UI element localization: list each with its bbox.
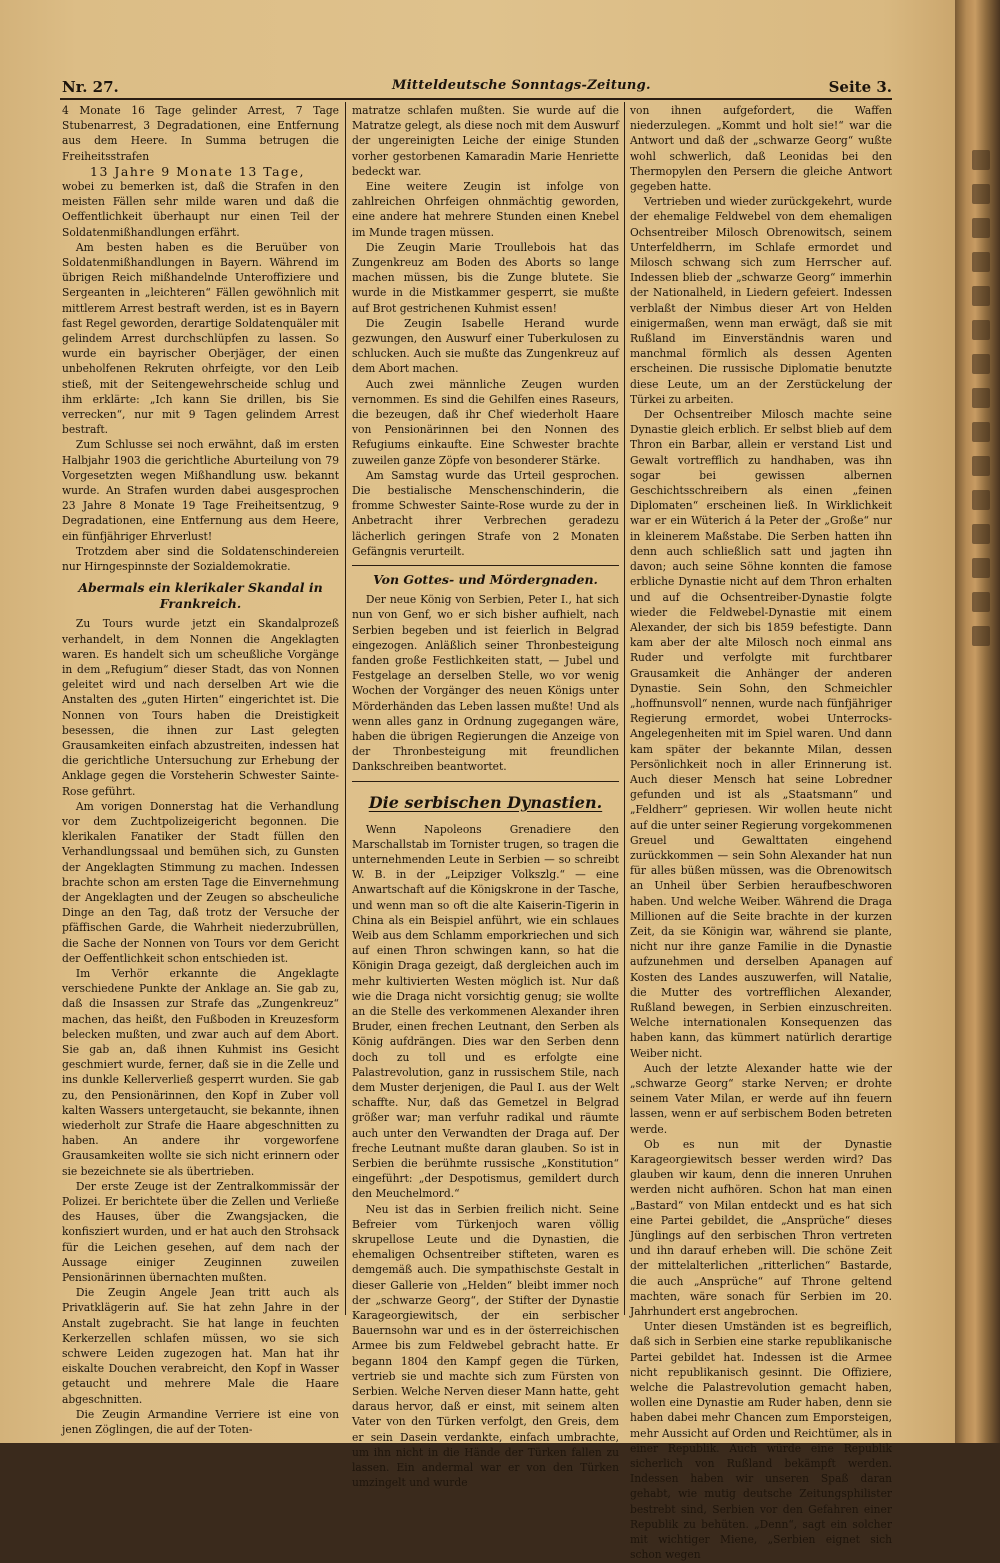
- article-headline: Abermals ein klerikaler Skandal in Frankreich.: [78, 580, 323, 612]
- paragraph: Am besten haben es die Beruüber von Soldatenmißhandlungen in Bayern. Während im übrigen Reich mißhandelnde Unteroffiziere und Sergeanten in „leichteren“ Fällen gewöhnlich mit mittlerem Arrest bestraft werden, ist es in Bayern fast Regel geworden, derartige Soldatenquäler mit gelindem Arrest durchschlüpfen zu lassen. So wurde ein bayrischer Oberjäger, der einen unbeholfenen Rekruten ohrfeigte, vor den Leib stieß, mit der Seitengewehrscheide schlug und ihm erklärte: „Ich kann Sie drillen, bis Sie verrecken“, nur mit 9 Tagen gelindem Arrest bestraft.: [62, 240, 339, 437]
- paragraph: Die Zeugin Marie Troullebois hat das Zungenkreuz am Boden des Aborts so lange machen müssen, bis die Zunge blutete. Sie wurde in die Mistkammer gesperrt, sie mußte auf Brot gestrichenen Kuhmist essen!: [352, 240, 619, 315]
- paragraph: Vertrieben und wieder zurückgekehrt, wurde der ehemalige Feldwebel von dem ehemaligen Ochsentreiber Milosch Obrenowitsch, seinem Unterfeldherrn, im Schlafe ermordet und Milosch schwang sich zum Herrscher auf. Indessen blieb der „schwarze Georg“ immerhin der Nationalheld, in Liedern gefeiert. Indessen verblaßt der Nimbus dieser Art von Helden einigermaßen, wenn man erwägt, daß sie mit Rußland im Einverständnis waren und manchmal förmlich als dessen Agenten erscheinen. Die russische Diplomatie benutzte diese Leute, um an der Zerstückelung der Türkei zu arbeiten.: [630, 195, 892, 406]
- page-header: [62, 78, 892, 100]
- paragraph: Der Ochsentreiber Milosch machte seine Dynastie gleich erblich. Er selbst blieb auf dem Thron ein Barbar, allein er verstand List und Gewalt vortrefflich zu handhaben, was ihn sogar bei gewissen albernen Geschichtsschreibern als einen „feinen Diplomaten“ erscheinen ließ. In Wirklichkeit war er ein Wüterich á la Peter der „Große“ nur in kleinerem Maßstabe. Die Serben hatten ihn denn auch schließlich satt und jagten ihn davon; auch seine Söhne konnten die famose erbliche Dynastie nicht auf dem Thron erhalten und auf die Ochsentreiber-Dynastie folgte wieder die Feldwebel-Dynastie mit einem Alexander, der sich bis 1859 befestigte. Dann kam aber der alte Milosch noch einmal ans Ruder und verfolgte mit furchtbarer Grausamkeit die Anhänger der anderen Dynastie. Sein Sohn, den Schmeichler „hoffnunsvoll“ nennen, wurde nach fünfjähriger Regierung ermordet, wobei Unterrocks-Angelegenheiten mit im Spiel waren. Und dann kam später der bekannte Milan, dessen Persönlichkeit noch in aller Erinnerung ist. Auch dieser Mensch hat seine Lobredner gefunden und ist als „Staatsmann“ und „Feldherr“ gepriesen. Wir wollen heute nicht auf die unter seiner Regierung vorgekommenen Greuel und Gewalttaten eingehend zurückkommen — sein Sohn Alexander hat nun für alles büßen müssen, was die Obrenowitsch an Unheil über Serbien heraufbeschworen haben. Und welche Weiber. Während die Draga Millionen auf die Seite brachte in der kurzen Zeit, da sie Königin war, während sie plante, nicht nur ihre ganze Familie in die Dynastie aufzunehmen und derselben Apanagen auf Kosten des Landes auszuwerfen, will Natalie, die Mutter des vortrefflichen Alexander, Rußland bewegen, in Serbien einzuschreiten. Welche internationalen Konsequenzen das haben kann, das kümmert natürlich derartige Weiber nicht.: [630, 408, 892, 1060]
- paragraph: Die Zeugin Isabelle Herand wurde gezwungen, den Auswurf einer Tuberkulosen zu schlucken. Auch sie mußte das Zungenkreuz auf dem Abort machen.: [352, 316, 619, 376]
- header-rule: [60, 98, 892, 100]
- paragraph: Die Zeugin Armandine Verriere ist eine von jenen Zöglingen, die auf der Toten-: [62, 1407, 339, 1437]
- article-headline: Die serbischen Dynastien.: [368, 792, 603, 812]
- paragraph: von ihnen aufgefordert, die Waffen niederzulegen. „Kommt und holt sie!“ war die Antwort und daß der „schwarze Georg“ wußte wohl schwerlich, daß Leonidas bei den Thermopylen den Persern die gleiche Antwort gegeben hatte.: [630, 104, 892, 194]
- paragraph: matratze schlafen mußten. Sie wurde auf die Matratze gelegt, als diese noch mit dem Auswurf der ungereinigten Leiche der einige Stunden vorher gestorbenen Kamaradin Marie Henriette bedeckt war.: [352, 104, 619, 178]
- emphasized-total: 13 Jahre 9 Monate 13 Tage,: [90, 163, 305, 179]
- paragraph: wobei zu bemerken ist, daß die Strafen in den meisten Fällen sehr milde waren und daß die Oeffentlichkeit überhaupt nur einen Teil der Soldatenmißhandlungen erfährt.: [62, 180, 339, 239]
- section-separator: [352, 565, 619, 566]
- paragraph: Zum Schlusse sei noch erwähnt, daß im ersten Halbjahr 1903 die gerichtliche Aburteilung von 79 Vorgesetzten wegen Mißhandlung usw. bekannt wurde. An Strafen wurden dabei ausgesprochen 23 Jahre 8 Monate 19 Tage Freiheitsentzug, 9 Degradationen, eine Entfernung aus dem Heere, ein fünfjähriger Ehrverlust!: [62, 438, 339, 543]
- paragraph: Am Samstag wurde das Urteil gesprochen. Die bestialische Menschenschinderin, die fromme Schwester Sainte-Rose wurde zu der in Anbetracht ihrer Verbrechen geradezu lächerlich geringen Strafe von 2 Monaten Gefängnis verurteilt.: [352, 468, 619, 558]
- page-number: Seite 3.: [828, 78, 892, 96]
- paragraph: Die Zeugin Angele Jean tritt auch als Privatklägerin auf. Sie hat zehn Jahre in der Anstalt zugebracht. Sie hat lange in feuchten Kerkerzellen schlafen müssen, wo sie sich schwere Leiden zugezogen hat. Man hat ihr eiskalte Douchen verabreicht, den Kopf in Wasser getaucht und mehrere Male die Haare abgeschnitten.: [62, 1286, 339, 1406]
- paragraph: Der erste Zeuge ist der Zentralkommissär der Polizei. Er berichtete über die Zellen und Verließe des Hauses, über die Zwangsjacken, die konfisziert wurden, und er hat auch den Strohsack für die Leichen gesehen, auf dem nach der Aussage einiger Zeuginnen zuweilen Pensionärinnen übernachten mußten.: [62, 1179, 339, 1285]
- page-edge-strip: [968, 150, 994, 710]
- column-3: [630, 103, 892, 1562]
- paragraph: Auch zwei männliche Zeugen wurden vernommen. Es sind die Gehilfen eines Raseurs, die bezeugen, daß ihr Chef wiederholt Haare von Pensionärinnen bei den Nonnen des Refugiums einkaufte. Eine Schwester brachte zuweilen ganze Zöpfe von besonderer Stärke.: [352, 377, 619, 467]
- issue-number: Nr. 27.: [62, 78, 119, 96]
- paragraph: Im Verhör erkannte die Angeklagte verschiedene Punkte der Anklage an. Sie gab zu, daß die Insassen zur Strafe das „Zungenkreuz“ machen, das heißt, den Fußboden in Kreuzesform belecken mußten, und zwar auch auf dem Abort. Sie gab an, daß ihnen Kuhmist ins Gesicht geschmiert wurde, ferner, daß sie in die Zelle und ins dunkle Kellerverließ gesperrt wurden. Sie gab zu, den Pensionärinnen, den Kopf in Zuber voll kalten Wassers untergetaucht, sie bekannte, ihnen wiederholt zur Strafe die Haare abgeschnitten zu haben. An andere ihr vorgeworfene Grausamkeiten wollte sie sich nicht erinnern oder sie bezeichnete sie als übertrieben.: [62, 966, 339, 1178]
- paragraph: Auch der letzte Alexander hatte wie der „schwarze Georg“ starke Nerven; er drohte seinem Vater Milan, er werde auf ihn feuern lassen, wenn er auf serbischem Boden betreten werde.: [630, 1061, 892, 1136]
- column-2: [352, 103, 619, 1490]
- paragraph: Zu Tours wurde jetzt ein Skandalprozeß verhandelt, in dem Nonnen die Angeklagten waren. Es handelt sich um scheußliche Vorgänge in dem „Refugium“ dieser Stadt, das von Nonnen geleitet wird und nach derselben Art wie die Anstalten des „guten Hirten“ eingerichtet ist. Die Nonnen von Tours haben die Dreistigkeit besessen, die ihnen zur Last gelegten Grausamkeiten einfach abzustreiten, indessen hat die gerichtliche Untersuchung zur Erhebung der Anklage gegen die Vorsteherin Schwester Sainte-Rose geführt.: [62, 617, 339, 798]
- paragraph: Am vorigen Donnerstag hat die Verhandlung vor dem Zuchtpolizeigericht begonnen. Die klerikalen Fanatiker der Stadt füllen den Verhandlungssaal und bemühen sich, zu Gunsten der Angeklagten Stimmung zu machen. Indessen brachte schon am ersten Tage die Einvernehmung der Angeklagten und der Zeugen so abscheuliche Dinge an den Tag, daß trotz der Versuche der pfäffischen Garde, die Wahrheit niederzubrüllen, die Sache der Nonnen von Tours vor dem Gericht der Oeffentlichkeit schon entschieden ist.: [62, 799, 339, 965]
- paragraph: Der neue König von Serbien, Peter I., hat sich nun von Genf, wo er sich bisher aufhielt, nach Serbien begeben und ist feierlich in Belgrad eingezogen. Anläßlich seiner Thronbesteigung fanden große Festlichkeiten statt, — Jubel und Festgelage an derselben Stelle, wo vor wenig Wochen der Vorgänger des neuen Königs unter Mörderhänden das Leben lassen mußte! Und als wenn alles ganz in Ordnung zugegangen wäre, haben die übrigen Regierungen die Anzeige von der Thronbesteigung mit freundlichen Dankschreiben beantwortet.: [352, 593, 619, 774]
- column-divider: [345, 102, 346, 1315]
- paragraph: Neu ist das in Serbien freilich nicht. Seine Befreier vom Türkenjoch waren völlig skrupellose Leute und die Dynastien, die ehemaligen Ochsentreiber stifteten, waren es demgemäß auch. Die sympathischste Gestalt in dieser Gallerie von „Helden“ bleibt immer noch der „schwarze Georg“, der Stifter der Dynastie Karageorgiewitsch, der ein serbischer Bauernsohn war und es in der österreichischen Armee bis zum Feldwebel gebracht hatte. Er begann 1804 den Kampf gegen die Türken, vertrieb sie und machte sich zum Fürsten von Serbien. Welche Nerven dieser Mann hatte, geht daraus hervor, daß er einst, mit seinem alten Vater von den Türken verfolgt, den Greis, dem er sein Dasein verdankte, einfach umbrachte, um ihn nicht in die Hände der Türken fallen zu lassen. Ein andermal war er von den Türken umzingelt und wurde: [352, 1202, 619, 1490]
- paragraph: Unter diesen Umständen ist es begreiflich, daß sich in Serbien eine starke republikanische Partei gebildet hat. Indessen ist die Armee nicht republikanisch gesinnt. Die Offiziere, welche die Palastrevolution gemacht haben, wollen eine Dynastie am Ruder haben, denn sie haben dabei mehr Chancen zum Emporsteigen, mehr Aussicht auf Orden und Reichtümer, als in einer Republik. Auch würde eine Republik sicherlich von Rußland bekämpft werden. Indessen haben wir unseren Spaß daran gehabt, wie mutig deutsche Zeitungsphilister bestrebt sind, Serbien vor den Gefahren einer Republik zu behüten. „Denn“, sagt ein solcher mit wichtiger Miene, „Serbien eignet sich schon wegen: [630, 1320, 892, 1562]
- paragraph: Trotzdem aber sind die Soldatenschindereien nur Hirngespinnste der Sozialdemokratie.: [62, 544, 339, 574]
- column-divider: [624, 102, 625, 1315]
- paragraph: Eine weitere Zeugin ist infolge von zahlreichen Ohrfeigen ohnmächtig geworden, eine andere hat mehrere Stunden einen Knebel im Munde tragen müssen.: [352, 180, 619, 239]
- column-1: [62, 103, 339, 1437]
- newspaper-title: Mitteldeutsche Sonntags-Zeitung.: [392, 78, 651, 93]
- paragraph: Wenn Napoleons Grenadiere den Marschallstab im Tornister trugen, so tragen die unternehmenden Leute in Serbien — so schreibt W. B. in der „Leipziger Volkszlg.“ — eine Anwartschaft auf die Königskrone in der Tasche, und wenn man so oft die alte Kaiserin-Tigerin in China als ein Beispiel anführt, wie ein schlaues Weib aus dem Schlamm emporkriechen und sich auf einen Thron schwingen kann, so hat die Königin Draga gezeigt, daß dergleichen auch im mehr kultivierten Westen möglich ist. Nur daß wie die Draga nicht vorsichtig genug; sie wollte an die Stelle des verkommenen Alexander ihren Bruder, einen frechen Leutnant, den Serben als König aufdrängen. Dies war den Serben denn doch zu toll und es erfolgte eine Palastrevolution, ganz in russischem Stile, nach dem Muster derjenigen, die Paul I. aus der Welt schaffte. Nur, daß das Gemetzel in Belgrad größer war; man verfuhr radikal und räumte auch unter den Verwandten der Draga auf. Der freche Leutnant mußte daran glauben. So ist in Serbien die berühmte russische „Konstitution“ eingeführt: „der Despotismus, gemildert durch den Meuchelmord.“: [352, 822, 619, 1201]
- section-separator: [352, 781, 619, 782]
- paragraph: 4 Monate 16 Tage gelinder Arrest, 7 Tage Stubenarrest, 3 Degradationen, eine Entfernung aus dem Heere. In Summa betrugen die Freiheitsstrafen: [62, 104, 339, 163]
- article-headline: Von Gottes- und Mördergnaden.: [373, 572, 598, 588]
- paragraph: Ob es nun mit der Dynastie Karageorgiewitsch besser werden wird? Das glauben wir kaum, denn die inneren Unruhen werden nicht aufhören. Schon hat man einen „Bastard“ von Milan entdeckt und es hat sich eine Partei gebildet, die „Ansprüche“ dieses Jünglings auf den serbischen Thron vertreten und ihn darauf erheben will. Die schöne Zeit der mittelalterlichen „ritterlichen“ Bastarde, die auch „Ansprüche“ auf Throne geltend machten, wäre sonach für Serbien im 20. Jahrhundert erst angebrochen.: [630, 1137, 892, 1319]
